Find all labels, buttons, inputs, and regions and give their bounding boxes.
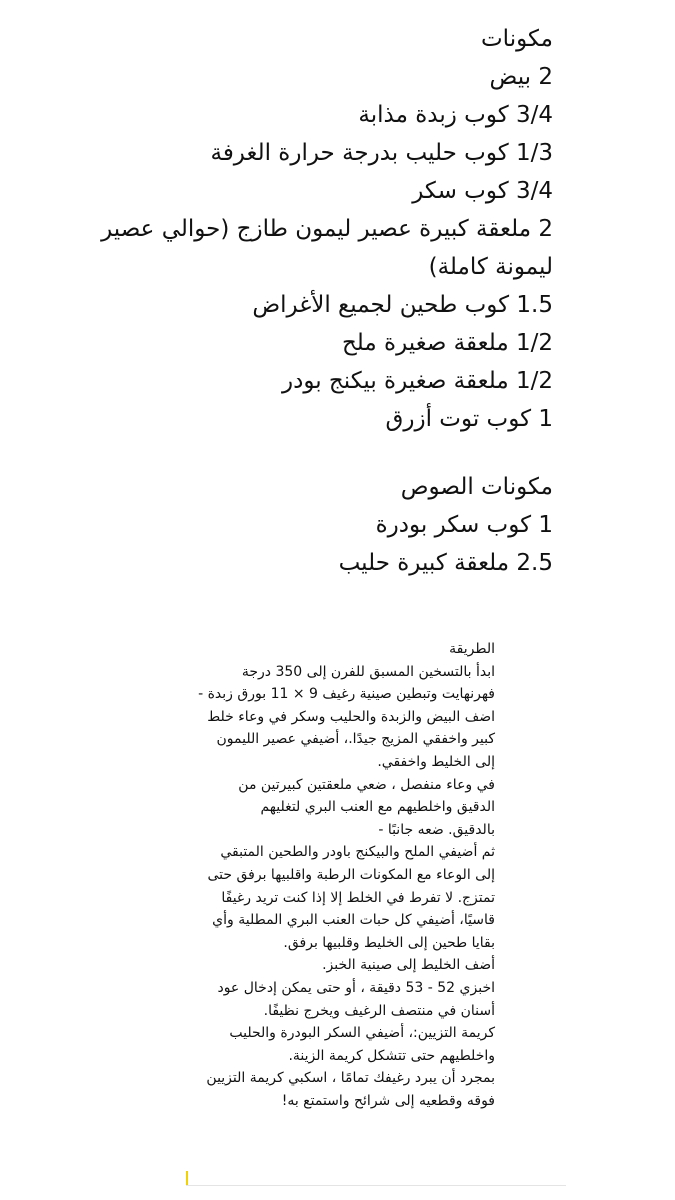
ingredient-line: 1 كوب توت أزرق	[385, 406, 553, 432]
method-line: الدقيق واخلطيهم مع العنب البري لتغليهم	[260, 799, 495, 816]
ingredient-line: ليمونة كاملة)	[428, 254, 553, 280]
method-line: اخبزي 52 - 53 دقيقة ، أو حتى يمكن إدخال عود	[217, 979, 495, 996]
method-line: بمجرد أن يبرد رغيفك تمامًا ، اسكبي كريمة التزيين	[206, 1070, 495, 1087]
method-line: أسنان في منتصف الرغيف ويخرج نظيفًا.	[263, 1002, 495, 1019]
method-line: قاسيًا، أضيفي كل حبات العنب البري المطلية وأي	[212, 912, 495, 929]
method-line: واخلطيهم حتى تتشكل كريمة الزينة.	[288, 1047, 495, 1064]
ingredients-heading: مكونات	[481, 26, 553, 52]
method-line: فهرنهايت وتبطين صينية رغيف 9 × 11 بورق زبدة -	[198, 686, 495, 703]
method-line: تمتزج. لا تفرط في الخلط إلا إذا كنت تريد رغيفًا	[221, 889, 495, 906]
glaze-heading: مكونات الصوص	[400, 474, 553, 500]
method-line: فوقه وقطعيه إلى شرائح واستمتع به!	[281, 1092, 495, 1109]
method-line: بالدقيق. ضعه جانبًا -	[378, 821, 495, 838]
ingredients-section	[101, 20, 553, 582]
ingredient-line: 3/4 كوب سكر	[412, 178, 553, 204]
method-section	[165, 638, 495, 1112]
bottom-divider	[186, 1185, 566, 1186]
section-spacer	[113, 438, 553, 468]
ingredient-line: 2 بيض	[489, 64, 553, 90]
method-line: إلى الخليط واخفقي.	[377, 753, 495, 770]
ingredient-line: 1/3 كوب حليب بدرجة حرارة الغرفة	[210, 140, 553, 166]
method-line: في وعاء منفصل ، ضعي ملعقتين كبيرتين من	[238, 776, 495, 793]
method-line: أضف الخليط إلى صينية الخبز.	[322, 957, 495, 974]
ingredient-line: 3/4 كوب زبدة مذابة	[358, 102, 553, 128]
ingredient-line: 1/2 ملعقة صغيرة ملح	[341, 330, 553, 356]
method-heading: الطريقة	[449, 641, 495, 657]
glaze-line: 1 كوب سكر بودرة	[375, 512, 553, 538]
ingredient-line: 1/2 ملعقة صغيرة بيكنج بودر	[281, 368, 553, 394]
method-line: ابدأ بالتسخين المسبق للفرن إلى 350 درجة	[241, 663, 495, 680]
method-line: بقايا طحين إلى الخليط وقلبيها برفق.	[283, 934, 495, 951]
method-line: كبير واخفقي المزيج جيدًا.، أضيفي عصير الليمون	[216, 731, 495, 748]
ingredient-line: 1.5 كوب طحين لجميع الأغراض	[252, 292, 553, 318]
method-line: كريمة التزيين:، أضيفي السكر البودرة والحليب	[229, 1025, 495, 1042]
ingredient-line: 2 ملعقة كبيرة عصير ليمون طازج (حوالي عصير	[101, 216, 553, 242]
method-line: إلى الوعاء مع المكونات الرطبة واقلبيها برفق حتى	[207, 866, 495, 883]
method-line: اضف البيض والزبدة والحليب وسكر في وعاء خلط	[207, 708, 495, 725]
glaze-line: 2.5 ملعقة كبيرة حليب	[338, 550, 553, 576]
text-cursor	[186, 1171, 188, 1185]
method-line: ثم أضيفي الملح والبيكنج باودر والطحين المتبقي	[220, 844, 495, 861]
